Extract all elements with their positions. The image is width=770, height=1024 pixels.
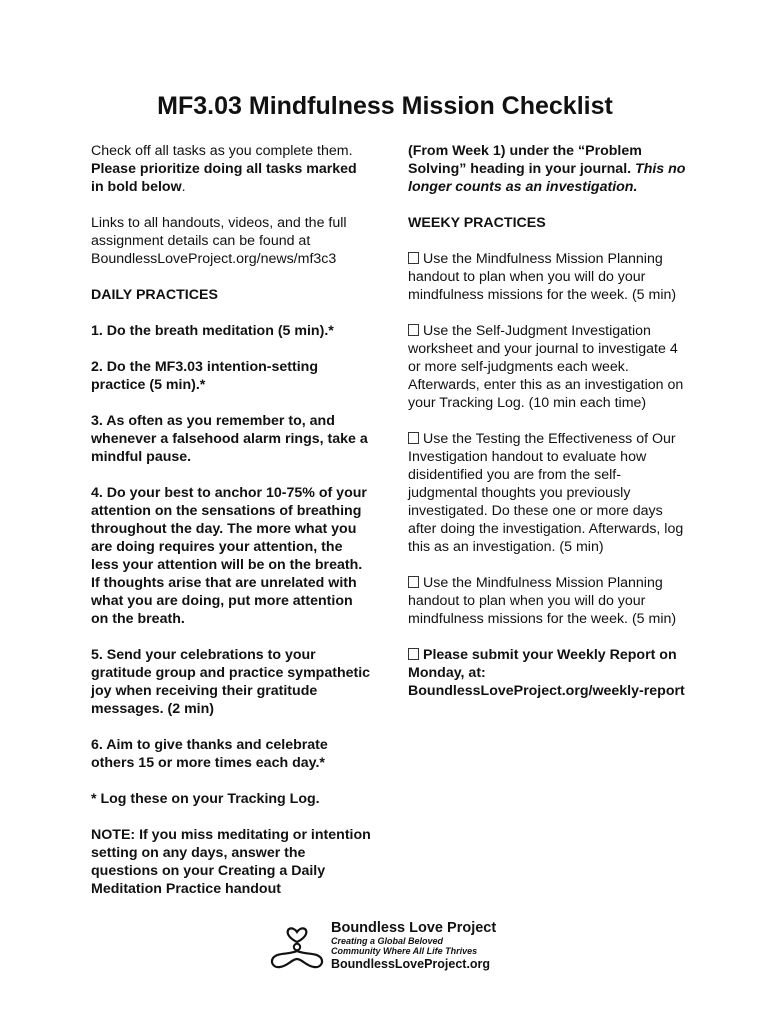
missed-practice-note: NOTE: If you miss meditating or intention setting on any days, answer the questions on your Creating a Daily Meditation Practice handout [91,827,371,897]
checkbox-icon[interactable] [408,252,419,264]
heart-figure-logo-icon [268,918,326,974]
left-column [91,142,373,898]
logo-tagline: Creating a Global Beloved [331,936,444,946]
logo-tagline: Community Where All Life Thrives [331,946,478,956]
weekly-item-text: Use the Mindfulness Mission Planning handout to plan when you will do your mindfulness missions for the week. (5 min) [408,575,677,627]
weekly-practices-heading: WEEKY PRACTICES [408,215,546,231]
weekly-item-text: Use the Testing the Effectiveness of Our Investigation handout to evaluate how disidentified you are from the self-judgmental thoughts you previously investigated. Do these one or more days after doing the investigation. Afterwards, log this as an investigation. (5 min) [408,431,684,555]
weekly-item [408,250,686,304]
continued-paragraph [408,142,686,196]
submit-report-item [408,646,686,700]
checkbox-icon[interactable] [408,576,419,588]
links-paragraph: Links to all handouts, videos, and the full assignment details can be found at BoundlessLoveProject.org/news/mf3c3 [91,215,347,267]
logo-url: BoundlessLoveProject.org [331,957,491,971]
intro-priority-text: Please prioritize doing all tasks marked in bold below [91,161,357,195]
continued-italic-text: This no longer counts as an investigation. [408,161,686,195]
checkbox-icon[interactable] [408,324,419,336]
continued-text: (From Week 1) under the “Problem Solving” heading in your journal. [408,143,642,177]
right-column [408,142,686,718]
daily-item: 2. Do the MF3.03 intention-setting practice (5 min).* [91,359,319,393]
weekly-item [408,322,686,412]
intro-text: Check off all tasks as you complete them. [91,143,353,159]
intro-period: . [181,179,186,195]
weekly-item-text: Use the Self-Judgment Investigation worksheet and your journal to investigate 4 or more self-judgments each week. Afterwards, enter this as an investigation on your Tracking Log. (10 min each time) [408,323,684,411]
weekly-item [408,574,686,628]
daily-item: 1. Do the breath meditation (5 min).* [91,323,334,339]
logo-text [331,920,496,971]
checkbox-icon[interactable] [408,648,419,660]
logo-name: Boundless Love Project [331,920,497,936]
checkbox-icon[interactable] [408,432,419,444]
boundless-love-project-logo [268,918,528,978]
weekly-item-text: Use the Mindfulness Mission Planning handout to plan when you will do your mindfulness missions for the week. (5 min) [408,251,677,303]
intro-paragraph [91,142,373,196]
daily-item: 5. Send your celebrations to your gratitude group and practice sympathetic joy when receiving their gratitude messages. (2 min) [91,647,371,717]
submit-report-text: Please submit your Weekly Report on Monday, at: BoundlessLoveProject.org/weekly-report [408,647,685,699]
daily-practices-heading: DAILY PRACTICES [91,287,218,303]
tracking-log-note: * Log these on your Tracking Log. [91,791,320,807]
daily-item: 6. Aim to give thanks and celebrate others 15 or more times each day.* [91,737,328,771]
page-title: MF3.03 Mindfulness Mission Checklist [157,92,613,120]
daily-item: 4. Do your best to anchor 10-75% of your attention on the sensations of breathing throughout the day. The more what you are doing requires your attention, the less your attention will be on the breath. If thoughts arise that are unrelated with what you are doing, put more attention on the breath. [91,485,367,627]
daily-item: 3. As often as you remember to, and whenever a falsehood alarm rings, take a mindful pause. [91,413,368,465]
weekly-item [408,430,686,556]
